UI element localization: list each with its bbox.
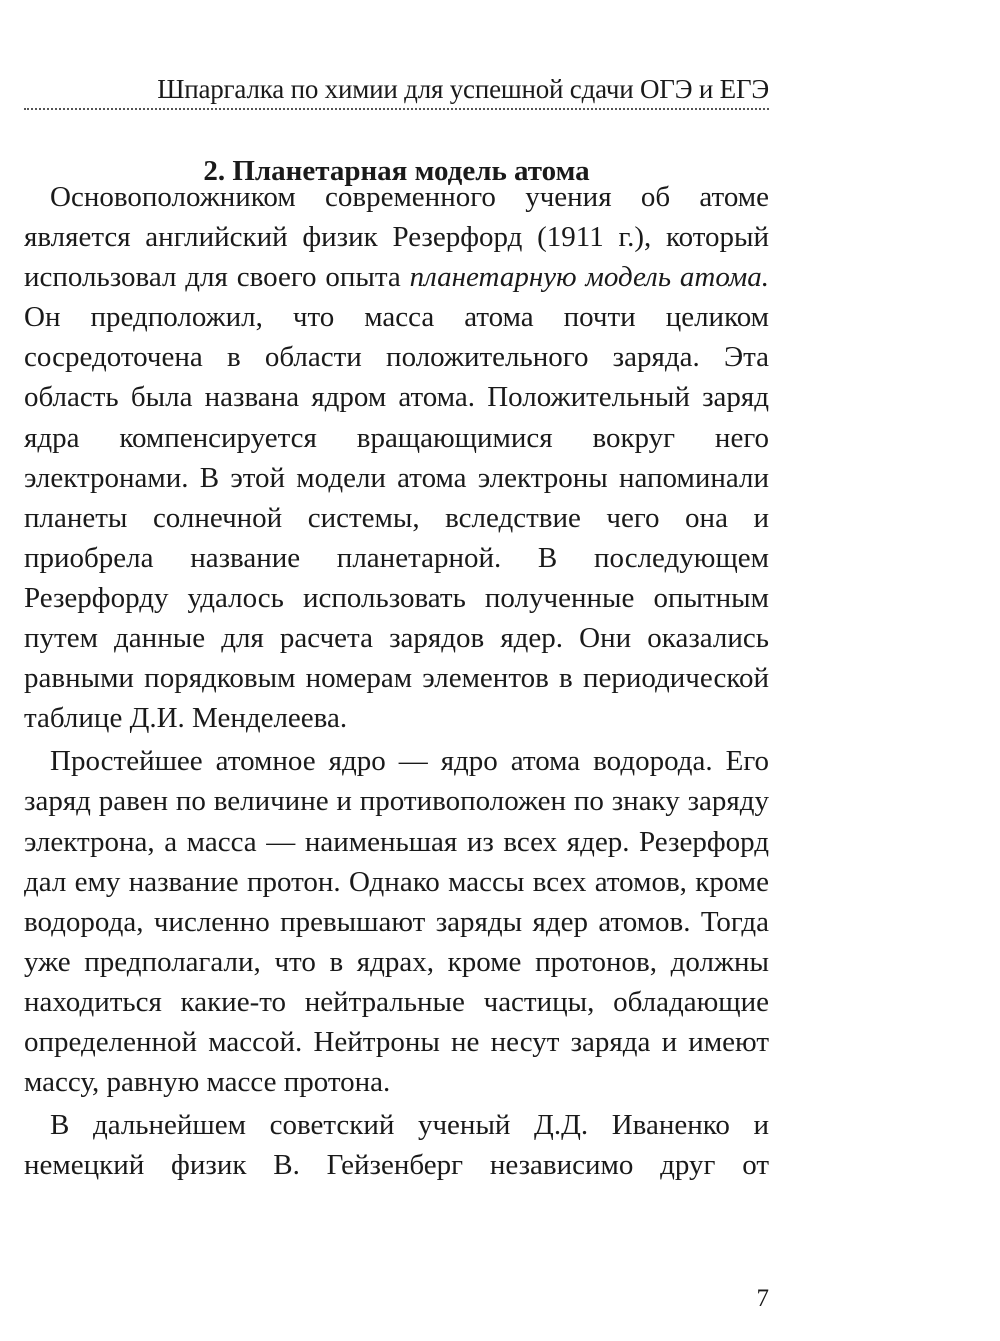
italic-term-planetary-model: планетарную модель атома. (409, 261, 769, 294)
body-text (24, 177, 769, 1188)
paragraph-ivanenko-heisenberg: В дальнейшем советский ученый Д.Д. Иваненко и немецкий физик В. Гейзенберг независимо друг от (24, 1109, 769, 1182)
paragraph-1-part-1: Основоположником современного учения об атоме является английский физик Резерфорд (1911 г.), который использовал для своего опыта (24, 181, 769, 294)
header-dotted-rule (24, 108, 769, 110)
paragraph-rutherford (24, 177, 769, 738)
section-title: 2. Планетарная модель атома (203, 155, 590, 188)
page-number: 7 (756, 1285, 769, 1312)
running-header: Шпаргалка по химии для успешной сдачи ОГЭ и ЕГЭ (157, 74, 769, 104)
paragraph-1-part-2: Он предположил, что масса атома почти целиком сосредоточена в области положительного заряда. Эта область была названа ядром атома. Положительный заряд ядра компенсируется вращающимися вокруг него электронами. В этой модели атома электроны напоминали планеты солнечной системы, вследствие чего она и приобрела название планетарной. В последующем Резерфорду удалось использовать полученные опытным путем данные для расчета зарядов ядер. Они оказались равными порядковым номерам элементов в периодической таблице Д.И. Менделеева. (24, 301, 769, 735)
paragraph-proton-neutron: Простейшее атомное ядро — ядро атома водорода. Его заряд равен по величине и противоположен по знаку заряду электрона, а масса — наименьшая из всех ядер. Резерфорд дал ему название протон. Однако массы всех атомов, кроме водорода, численно превышают заряды ядер атомов. Тогда уже предполагали, что в ядрах, кроме протонов, должны находиться какие-то нейтральные частицы, обладающие определенной массой. Нейтроны не несут заряда и имеют массу, равную массе протона. (24, 745, 769, 1099)
